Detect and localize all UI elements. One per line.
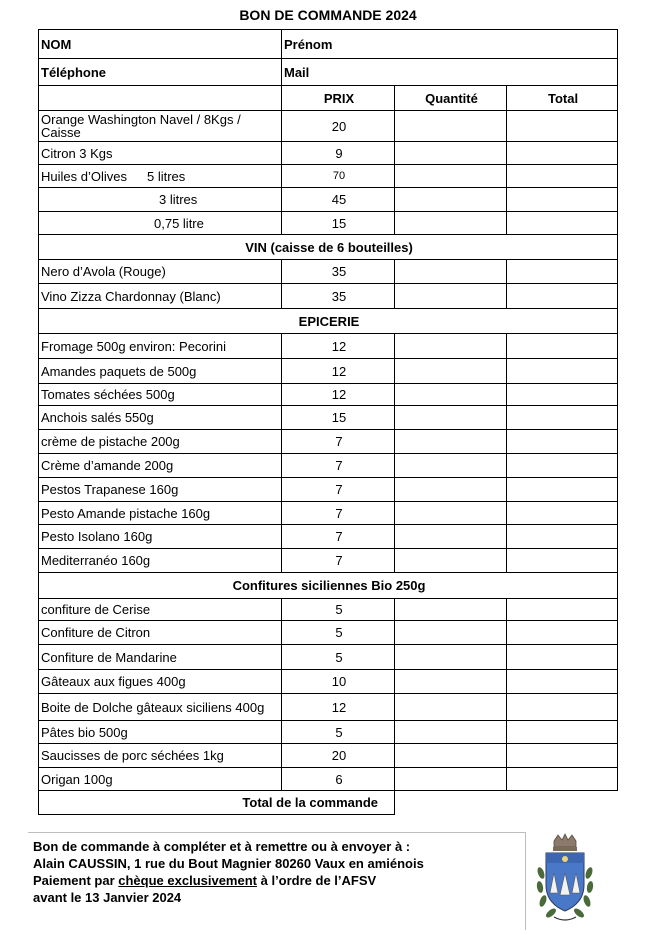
product-name: Pesto Isolano 160g: [39, 525, 282, 549]
total-cell[interactable]: [507, 670, 618, 694]
product-name: Confiture de Mandarine: [39, 645, 282, 670]
header-prix: PRIX: [282, 86, 395, 111]
product-row: [39, 430, 618, 454]
nom-field[interactable]: [39, 30, 282, 59]
total-cell[interactable]: [507, 359, 618, 384]
product-price: 35: [282, 284, 395, 309]
total-cell[interactable]: [507, 599, 618, 621]
header-blank: [39, 86, 282, 111]
product-row: [39, 359, 618, 384]
total-cell[interactable]: [507, 188, 618, 212]
quantity-cell[interactable]: [395, 744, 507, 768]
section-epicerie-title: EPICERIE: [39, 309, 618, 334]
product-row: [39, 670, 618, 694]
total-cell[interactable]: [507, 260, 618, 284]
total-cell[interactable]: [507, 142, 618, 165]
total-cell[interactable]: [507, 502, 618, 525]
quantity-cell[interactable]: [395, 621, 507, 645]
mail-field[interactable]: [282, 59, 618, 86]
product-row: [39, 384, 618, 406]
total-cell[interactable]: [507, 768, 618, 791]
order-total-row: [39, 791, 618, 815]
total-cell[interactable]: [507, 454, 618, 478]
product-price: 20: [282, 111, 395, 142]
product-price: 7: [282, 549, 395, 573]
product-name: Pâtes bio 500g: [39, 721, 282, 744]
quantity-cell[interactable]: [395, 525, 507, 549]
customer-row-nom: [39, 30, 618, 59]
product-price: 7: [282, 454, 395, 478]
product-price: 12: [282, 334, 395, 359]
product-row: [39, 621, 618, 645]
telephone-field[interactable]: [39, 59, 282, 86]
quantity-cell[interactable]: [395, 670, 507, 694]
product-row: [39, 478, 618, 502]
quantity-cell[interactable]: [395, 384, 507, 406]
product-name: confiture de Cerise: [39, 599, 282, 621]
footer-line-3: [33, 872, 424, 889]
product-name: Confiture de Citron: [39, 621, 282, 645]
product-price: 20: [282, 744, 395, 768]
quantity-cell[interactable]: [395, 334, 507, 359]
quantity-cell[interactable]: [395, 359, 507, 384]
product-price: 35: [282, 260, 395, 284]
total-cell[interactable]: [507, 165, 618, 188]
product-row: [39, 111, 618, 142]
total-cell[interactable]: [507, 212, 618, 235]
product-price: 5: [282, 621, 395, 645]
quantity-cell[interactable]: [395, 212, 507, 235]
product-price: 15: [282, 212, 395, 235]
product-price: 9: [282, 142, 395, 165]
product-row: [39, 694, 618, 721]
footer-line-1: Bon de commande à compléter et à remettre ou à envoyer à :: [33, 839, 411, 854]
order-form-table: [38, 29, 618, 815]
product-name: Crème d’amande 200g: [39, 454, 282, 478]
oil-name: Huiles d’Olives: [41, 168, 127, 184]
oil-size: 5 litres: [146, 168, 186, 184]
product-name: Origan 100g: [39, 768, 282, 791]
product-price: 7: [282, 478, 395, 502]
section-confitures-title: Confitures siciliennes Bio 250g: [39, 573, 618, 599]
product-name: Amandes paquets de 500g: [39, 359, 282, 384]
telephone-label: Téléphone: [41, 64, 107, 80]
quantity-cell[interactable]: [395, 721, 507, 744]
product-price: 12: [282, 694, 395, 721]
mail-label: Mail: [284, 64, 310, 80]
nom-label: NOM: [41, 36, 72, 52]
town-coat-of-arms-icon: [532, 833, 598, 929]
product-name: Citron 3 Kgs: [39, 142, 282, 165]
product-name: Mediterranéo 160g: [39, 549, 282, 573]
quantity-cell[interactable]: [395, 645, 507, 670]
quantity-cell[interactable]: [395, 502, 507, 525]
total-cell[interactable]: [507, 525, 618, 549]
product-row: [39, 165, 618, 188]
order-total-value[interactable]: [395, 791, 618, 815]
oil-size: 3 litres: [39, 188, 282, 212]
total-cell[interactable]: [507, 478, 618, 502]
product-row: [39, 260, 618, 284]
footer-line-3-pre: Paiement par: [33, 873, 119, 888]
quantity-cell[interactable]: [395, 478, 507, 502]
quantity-cell[interactable]: [395, 430, 507, 454]
total-cell[interactable]: [507, 549, 618, 573]
product-name: Orange Washington Navel / 8Kgs / Caisse: [39, 111, 282, 142]
quantity-cell[interactable]: [395, 188, 507, 212]
product-name: Boite de Dolche gâteaux siciliens 400g: [39, 694, 282, 721]
product-price: 6: [282, 768, 395, 791]
prenom-label: Prénom: [284, 36, 333, 52]
oil-size: 0,75 litre: [39, 212, 282, 235]
product-name: Pesto Amande pistache 160g: [39, 502, 282, 525]
header-total: Total: [507, 86, 618, 111]
product-name: Vino Zizza Chardonnay (Blanc): [39, 284, 282, 309]
product-row: [39, 334, 618, 359]
quantity-cell[interactable]: [395, 768, 507, 791]
product-price: 12: [282, 384, 395, 406]
product-name: Nero d’Avola (Rouge): [39, 260, 282, 284]
total-cell[interactable]: [507, 744, 618, 768]
footer-instructions: [33, 838, 424, 906]
product-name: Anchois salés 550g: [39, 406, 282, 430]
product-name: crème de pistache 200g: [39, 430, 282, 454]
product-price: 5: [282, 721, 395, 744]
section-confitures: [39, 573, 618, 599]
quantity-cell[interactable]: [395, 260, 507, 284]
product-row: [39, 525, 618, 549]
product-price: 15: [282, 406, 395, 430]
quantity-cell[interactable]: [395, 694, 507, 721]
total-cell[interactable]: [507, 721, 618, 744]
document-title: BON DE COMMANDE 2024: [239, 7, 417, 23]
footer-line-4: avant le 13 Janvier 2024: [33, 890, 182, 905]
product-price: 7: [282, 525, 395, 549]
product-name: Saucisses de porc séchées 1kg: [39, 744, 282, 768]
footer-line-2: Alain CAUSSIN, 1 rue du Bout Magnier 80260 Vaux en amiénois: [33, 856, 424, 871]
product-price: 10: [282, 670, 395, 694]
section-vin-title: VIN (caisse de 6 bouteilles): [39, 235, 618, 260]
total-cell[interactable]: [507, 694, 618, 721]
footer-line-3-underlined: chèque exclusivement: [118, 873, 257, 888]
quantity-cell[interactable]: [395, 142, 507, 165]
product-row: [39, 142, 618, 165]
customer-row-telephone: [39, 59, 618, 86]
product-row: [39, 406, 618, 430]
quantity-cell[interactable]: [395, 549, 507, 573]
section-vin: [39, 235, 618, 260]
product-price: 70: [282, 165, 395, 188]
total-cell[interactable]: [507, 334, 618, 359]
product-row: [39, 599, 618, 621]
product-name: Tomates séchées 500g: [39, 384, 282, 406]
quantity-cell[interactable]: [395, 406, 507, 430]
product-row: [39, 645, 618, 670]
quantity-cell[interactable]: [395, 284, 507, 309]
product-price: 45: [282, 188, 395, 212]
product-row: [39, 768, 618, 791]
product-row: [39, 549, 618, 573]
product-name: Pestos Trapanese 160g: [39, 478, 282, 502]
section-epicerie: [39, 309, 618, 334]
product-price: 7: [282, 502, 395, 525]
total-cell[interactable]: [507, 384, 618, 406]
product-row: [39, 284, 618, 309]
prenom-field[interactable]: [282, 30, 618, 59]
total-cell[interactable]: [507, 645, 618, 670]
header-quantite: Quantité: [395, 86, 507, 111]
product-price: 7: [282, 430, 395, 454]
product-price: 5: [282, 599, 395, 621]
quantity-cell[interactable]: [395, 111, 507, 142]
quantity-cell[interactable]: [395, 454, 507, 478]
product-row: [39, 454, 618, 478]
column-header-row: [39, 86, 618, 111]
product-row: [39, 502, 618, 525]
total-cell[interactable]: [507, 111, 618, 142]
product-name: Gâteaux aux figues 400g: [39, 670, 282, 694]
product-name: Fromage 500g environ: Pecorini: [39, 334, 282, 359]
total-cell[interactable]: [507, 430, 618, 454]
footer-line-3-post: à l’ordre de l’AFSV: [257, 873, 377, 888]
total-cell[interactable]: [507, 284, 618, 309]
product-row: [39, 212, 618, 235]
order-total-label: Total de la commande: [39, 791, 395, 815]
quantity-cell[interactable]: [395, 165, 507, 188]
product-name: [39, 165, 282, 188]
total-cell[interactable]: [507, 621, 618, 645]
product-row: [39, 721, 618, 744]
product-row: [39, 744, 618, 768]
product-price: 5: [282, 645, 395, 670]
product-price: 12: [282, 359, 395, 384]
product-row: [39, 188, 618, 212]
quantity-cell[interactable]: [395, 599, 507, 621]
total-cell[interactable]: [507, 406, 618, 430]
